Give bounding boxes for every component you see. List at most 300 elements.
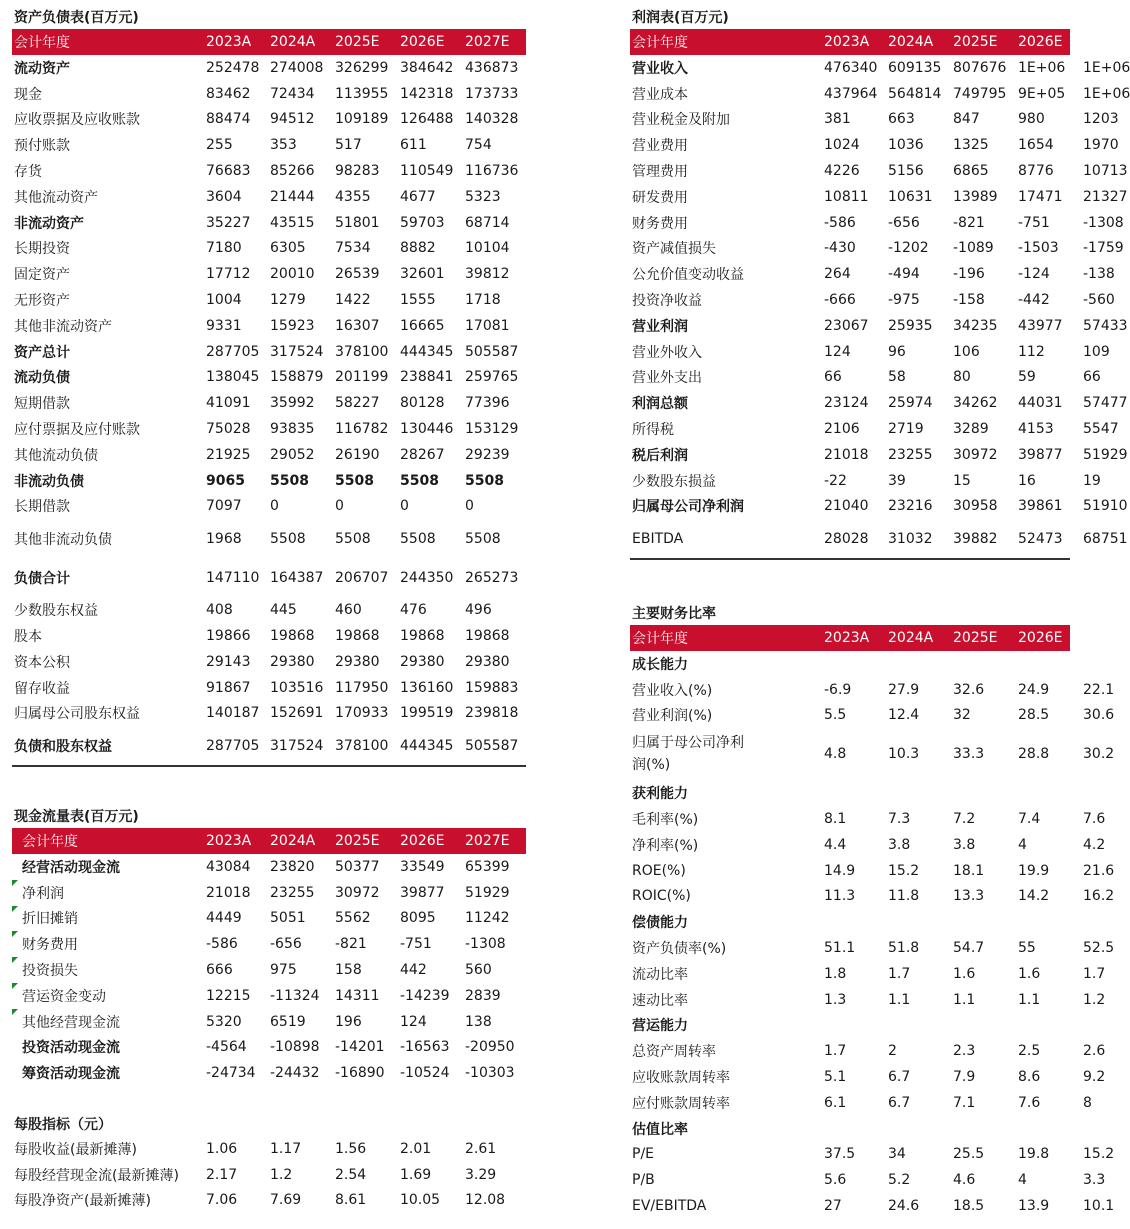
header-label: 会计年度 (22, 834, 78, 850)
row-value: 5508 (465, 472, 504, 489)
row-label: 利润总额 (632, 396, 688, 413)
table-row (12, 494, 526, 520)
table-row (12, 287, 526, 313)
row-label: 营业利润 (632, 318, 688, 335)
row-value: 1422 (335, 292, 371, 309)
per-share-table (12, 1114, 526, 1213)
table-header (630, 29, 1128, 55)
row-value: 436873 (465, 59, 519, 76)
row-label: 其他经营现金流 (22, 1014, 120, 1031)
row-value: -16563 (400, 1039, 450, 1056)
row-value: 13989 (953, 188, 998, 205)
row-value: 173733 (465, 85, 519, 102)
row-value: 4.4 (824, 836, 847, 853)
row-value: 445 (270, 602, 297, 619)
balance-sheet-title: 资产负债表(百万元) (14, 10, 139, 26)
row-value: -24432 (270, 1065, 320, 1082)
row-value: 5508 (465, 530, 501, 547)
row-value: 75028 (206, 421, 251, 438)
row-value: 52.5 (1083, 940, 1115, 957)
table-row (12, 623, 526, 649)
row-value: 264 (824, 266, 851, 283)
row-value: 10631 (888, 188, 933, 205)
row-value: 31032 (888, 530, 933, 547)
table-body (12, 55, 526, 767)
row-label: 所得税 (632, 422, 674, 439)
table-row (12, 931, 526, 957)
row-value: 6865 (953, 163, 989, 180)
row-label: 营业收入(%) (632, 682, 713, 699)
row-value: 975 (270, 962, 297, 979)
row-value: 807676 (953, 59, 1007, 76)
row-label: 应收票据及应收账款 (14, 112, 140, 129)
row-value: 7.1 (953, 1094, 976, 1111)
row-value: 666 (206, 962, 233, 979)
row-value: 96 (888, 343, 906, 360)
row-value: 72434 (270, 85, 315, 102)
row-label: 现金 (14, 86, 42, 103)
row-label: 少数股东权益 (14, 603, 98, 620)
row-value: 116736 (465, 163, 519, 180)
table-row (630, 858, 1115, 884)
row-value: 252478 (206, 59, 260, 76)
row-value: 21444 (270, 188, 315, 205)
row-value: -821 (953, 214, 985, 231)
row-value: 13.9 (1018, 1198, 1050, 1215)
row-value: -494 (888, 266, 920, 283)
row-value: 7.4 (1018, 811, 1041, 828)
row-value: 1968 (206, 530, 242, 547)
row-value: 7180 (206, 240, 242, 257)
table-row (630, 961, 1106, 987)
row-value: 16 (1018, 472, 1036, 489)
row-value: -1089 (953, 240, 994, 257)
row-value: 140328 (465, 111, 519, 128)
row-value: 2.5 (1018, 1043, 1041, 1060)
row-label: 税后利润 (632, 447, 688, 464)
table-row (12, 1188, 526, 1214)
table-row (12, 649, 526, 675)
header-year: 2027E (1083, 630, 1128, 646)
row-value: 2719 (888, 421, 924, 438)
row-value: 34 (888, 1146, 906, 1163)
row-label: 经营活动现金流 (22, 859, 120, 876)
row-value: -196 (953, 266, 985, 283)
row-value: 12.08 (465, 1192, 506, 1209)
row-label: 资本公积 (14, 654, 70, 671)
row-value: 7.2 (953, 811, 976, 828)
row-value: 442 (400, 962, 427, 979)
row-value: 93835 (270, 421, 315, 438)
row-value: 5051 (270, 910, 306, 927)
row-value: 29380 (335, 653, 380, 670)
row-value: 24.6 (888, 1198, 920, 1215)
row-value: 39877 (1018, 446, 1063, 463)
row-value: 109189 (335, 111, 389, 128)
row-value: 1279 (270, 292, 306, 309)
row-value: 5156 (888, 163, 924, 180)
row-value: 106 (953, 343, 980, 360)
row-value: 29380 (465, 653, 510, 670)
row-label: 毛利率(%) (632, 812, 699, 829)
row-value: 35227 (206, 214, 251, 231)
row-value: 1203 (1083, 111, 1119, 128)
row-value: 5.2 (888, 1172, 911, 1189)
row-value: 117950 (335, 679, 389, 696)
header-year: 2026E (1018, 34, 1063, 50)
row-value: 287705 (206, 343, 260, 360)
row-label: 长期借款 (14, 499, 70, 516)
row-label: 股本 (14, 629, 42, 646)
financial-ratios-table (630, 603, 1128, 1219)
row-value: 22.1 (1083, 681, 1115, 698)
row-value: 1E+06 (1083, 85, 1130, 102)
row-value: -10524 (400, 1065, 450, 1082)
table-row (12, 1009, 526, 1035)
table-row (630, 780, 1070, 806)
row-label: 研发费用 (632, 189, 688, 206)
row-value: 3.8 (953, 836, 976, 853)
row-value: 9065 (206, 472, 245, 489)
row-value: 15923 (270, 317, 315, 334)
row-value: 28028 (824, 530, 869, 547)
row-value: 26190 (335, 446, 380, 463)
row-value: 2.3 (953, 1043, 976, 1060)
row-value: 1.3 (824, 991, 847, 1008)
financial-ratios-title: 主要财务比率 (632, 606, 716, 622)
row-value: 34235 (953, 317, 998, 334)
table-row (12, 339, 526, 365)
row-label: EBITDA (632, 530, 684, 547)
row-value: 29052 (270, 446, 315, 463)
row-value: 847 (953, 111, 980, 128)
row-label: 营业税金及附加 (632, 112, 730, 129)
row-label: 少数股东损益 (632, 473, 716, 490)
header-label: 会计年度 (14, 35, 70, 51)
row-value: 18.1 (953, 862, 985, 879)
row-value: 4 (1018, 1172, 1027, 1189)
row-label: ROE(%) (632, 862, 686, 879)
row-value: 749795 (953, 85, 1007, 102)
row-value: 57433 (1083, 317, 1128, 334)
row-value: 126488 (400, 111, 454, 128)
row-value: 59703 (400, 214, 445, 231)
row-value: 1.1 (1018, 991, 1041, 1008)
row-value: 80 (953, 369, 971, 386)
row-label: 获利能力 (632, 786, 688, 803)
row-value: 28267 (400, 446, 445, 463)
row-value: 23820 (270, 858, 315, 875)
row-label: P/B (632, 1172, 655, 1189)
row-label: 公允价值变动收益 (632, 267, 744, 284)
row-value: -586 (824, 214, 856, 231)
row-value: 5547 (1083, 421, 1119, 438)
row-value: 17471 (1018, 188, 1063, 205)
row-value: 5508 (335, 530, 371, 547)
row-value: -20950 (465, 1039, 515, 1056)
row-value: 33549 (400, 858, 445, 875)
row-value: 19868 (270, 628, 315, 645)
row-label: 其他流动负债 (14, 447, 98, 464)
row-value: 4 (1018, 836, 1027, 853)
row-value: 39812 (465, 266, 510, 283)
row-value: 65399 (465, 858, 510, 875)
row-value: 58 (888, 369, 906, 386)
row-value: 153129 (465, 421, 519, 438)
table-row (12, 107, 526, 133)
row-label: 资产减值损失 (632, 241, 716, 258)
row-value: 50377 (335, 858, 380, 875)
table-row (630, 184, 1128, 210)
table-row (12, 158, 526, 184)
row-value: -442 (1018, 292, 1050, 309)
row-value: 113955 (335, 85, 389, 102)
table-row (12, 597, 526, 623)
row-value: 1.1 (888, 991, 911, 1008)
row-value: 10811 (824, 188, 869, 205)
row-value: 2.6 (1083, 1043, 1106, 1060)
row-value: 21018 (206, 884, 251, 901)
row-value: 2.61 (465, 1140, 497, 1157)
row-label: 营业成本 (632, 86, 688, 103)
row-value: -1202 (888, 240, 929, 257)
row-value: 28.8 (1018, 746, 1050, 763)
table-row (630, 416, 1119, 442)
table-row (12, 236, 526, 262)
row-value: 1654 (1018, 137, 1054, 154)
table-row (12, 81, 526, 107)
row-label: 留存收益 (14, 680, 70, 697)
table-row (630, 107, 1119, 133)
row-value: -1759 (1083, 240, 1124, 257)
row-value: -1308 (1083, 214, 1124, 231)
row-value: 244350 (400, 569, 454, 586)
row-value: -586 (206, 936, 238, 953)
row-value: 5320 (206, 1013, 242, 1030)
row-value: 5508 (400, 472, 439, 489)
row-value: 4449 (206, 910, 242, 927)
row-value: 8095 (400, 910, 436, 927)
row-value: 28.5 (1018, 707, 1050, 724)
row-value: 5508 (270, 530, 306, 547)
row-value: 326299 (335, 59, 389, 76)
header-year: 2025E (953, 630, 998, 646)
row-value: 88474 (206, 111, 251, 128)
row-value: 259765 (465, 369, 519, 386)
table-row (630, 1142, 1115, 1168)
row-value: 21.6 (1083, 862, 1115, 879)
per-share-title: 每股指标（元） (14, 1117, 112, 1133)
table-row (630, 365, 1101, 391)
row-value: 43515 (270, 214, 315, 231)
row-value: 24.9 (1018, 681, 1050, 698)
row-value: 7.3 (888, 811, 911, 828)
row-value: 4226 (824, 163, 860, 180)
row-label: 每股收益(最新摊薄) (14, 1141, 137, 1158)
table-row (12, 442, 526, 468)
row-label: 其他非流动负债 (14, 531, 112, 548)
row-value: 16665 (400, 317, 445, 334)
row-value: 39882 (953, 530, 998, 547)
row-value: 6.1 (824, 1094, 847, 1111)
row-value: 8.1 (824, 811, 847, 828)
row-value: 55 (1018, 940, 1036, 957)
row-value: 54.7 (953, 940, 985, 957)
row-value: -16890 (335, 1065, 385, 1082)
row-label: 营业收入 (632, 60, 688, 77)
row-value: 51929 (1083, 446, 1128, 463)
row-value: 58227 (335, 395, 380, 412)
row-value: 32.6 (953, 681, 985, 698)
row-value: 1.56 (335, 1140, 367, 1157)
table-row (630, 935, 1115, 961)
row-value: 517 (335, 137, 362, 154)
row-value: 23255 (270, 884, 315, 901)
table-row (12, 416, 526, 442)
row-value: 1970 (1083, 137, 1119, 154)
row-label: 流动比率 (632, 966, 688, 983)
row-value: 1.69 (400, 1166, 432, 1183)
row-value: 8882 (400, 240, 436, 257)
table-row (12, 390, 526, 416)
table-row (12, 983, 526, 1009)
table-row (630, 339, 1110, 365)
row-value: -138 (1083, 266, 1115, 283)
row-value: 51.8 (888, 940, 920, 957)
row-value: 378100 (335, 343, 389, 360)
row-value: 7534 (335, 240, 371, 257)
row-value: 4677 (400, 188, 436, 205)
row-value: 2839 (465, 987, 501, 1004)
table-row (630, 1013, 1070, 1039)
table-row (630, 390, 1128, 416)
row-value: 1E+06 (1018, 59, 1066, 76)
row-value: 25935 (888, 317, 933, 334)
row-value: 91867 (206, 679, 251, 696)
row-label: 每股净资产(最新摊薄) (14, 1193, 151, 1210)
row-value: 1.6 (1018, 965, 1041, 982)
row-value: -22 (824, 472, 847, 489)
table-row (630, 313, 1128, 339)
header-label: 会计年度 (632, 631, 688, 647)
row-value: 1024 (824, 137, 860, 154)
row-value: 206707 (335, 569, 389, 586)
row-value: 35992 (270, 395, 315, 412)
row-value: 10.05 (400, 1192, 441, 1209)
row-value: 16307 (335, 317, 380, 334)
row-value: 1.7 (1083, 965, 1106, 982)
header-year: 2027E (1083, 34, 1128, 50)
row-value: 5508 (270, 472, 309, 489)
row-value: 116782 (335, 421, 389, 438)
header-year: 2026E (1018, 630, 1063, 646)
row-value: 3289 (953, 421, 989, 438)
row-value: 51801 (335, 214, 380, 231)
row-value: 77396 (465, 395, 510, 412)
row-value: 9E+05 (1018, 85, 1066, 102)
row-value: 19868 (400, 628, 445, 645)
row-value: 265273 (465, 569, 519, 586)
table-row (12, 1035, 526, 1061)
row-value: -6.9 (824, 681, 852, 698)
row-value: -666 (824, 292, 856, 309)
row-value: 378100 (335, 737, 389, 754)
table-row (12, 558, 526, 597)
header-year: 2024A (270, 34, 316, 50)
row-value: 13.3 (953, 888, 985, 905)
row-value: 7.9 (953, 1069, 976, 1086)
row-value: 384642 (400, 59, 454, 76)
row-value: 1718 (465, 292, 501, 309)
row-value: 505587 (465, 343, 519, 360)
row-label: 资产负债率(%) (632, 941, 727, 958)
header-year: 2027E (465, 34, 510, 50)
row-value: 130446 (400, 421, 454, 438)
table-row (12, 261, 526, 287)
row-value: 476 (400, 602, 427, 619)
cash-flow-title: 现金流量表(百万元) (14, 809, 139, 825)
row-value: 103516 (270, 679, 324, 696)
table-row (630, 806, 1106, 832)
row-value: -975 (888, 292, 920, 309)
row-value: 444345 (400, 343, 454, 360)
table-row (630, 1193, 1115, 1219)
row-value: 1.7 (824, 1043, 847, 1060)
row-label: 营业费用 (632, 138, 688, 155)
row-value: 39861 (1018, 498, 1063, 515)
table-body (630, 55, 1130, 560)
row-value: 1.2 (270, 1166, 293, 1183)
row-value: 196 (335, 1013, 362, 1030)
row-value: -10898 (270, 1039, 320, 1056)
header-year: 2025E (335, 833, 380, 849)
row-value: 663 (888, 111, 915, 128)
row-value: 21327 (1083, 188, 1128, 205)
row-value: 3.29 (465, 1166, 497, 1183)
row-value: 9331 (206, 317, 242, 334)
row-label: 折旧摊销 (22, 911, 78, 928)
row-value: 109 (1083, 343, 1110, 360)
row-value: 15 (953, 472, 971, 489)
row-value: 15.2 (1083, 1146, 1115, 1163)
table-row (12, 55, 526, 81)
row-label: 偿债能力 (632, 915, 688, 932)
table-row (630, 81, 1130, 107)
row-value: 19868 (465, 628, 510, 645)
row-value: -751 (1018, 214, 1050, 231)
cash-flow-table (12, 806, 526, 1086)
row-value: 11.8 (888, 888, 920, 905)
header-year: 2023A (206, 34, 252, 50)
row-value: -4564 (206, 1039, 247, 1056)
row-value: 460 (335, 602, 362, 619)
row-label: 长期投资 (14, 241, 70, 258)
row-value: 4.8 (824, 746, 847, 763)
row-value: -560 (1083, 292, 1115, 309)
table-row (12, 519, 526, 558)
row-value: 19866 (206, 628, 251, 645)
row-value: 5323 (465, 188, 501, 205)
table-row (630, 703, 1115, 729)
table-row (12, 726, 526, 767)
row-label: 归属于母公司净利润(%) (632, 735, 744, 774)
row-value: 1.1 (953, 991, 976, 1008)
row-value: 14.2 (1018, 888, 1050, 905)
row-value: 12.4 (888, 707, 920, 724)
row-value: 30972 (335, 884, 380, 901)
row-value: 7.69 (270, 1192, 302, 1209)
row-label: 非流动资产 (14, 215, 84, 232)
